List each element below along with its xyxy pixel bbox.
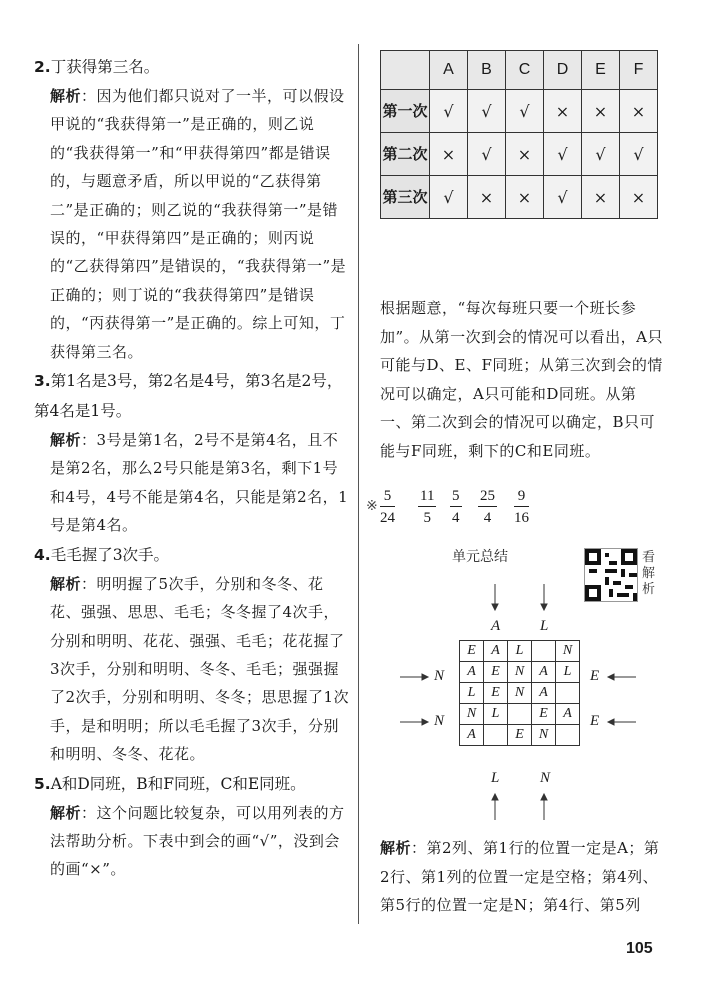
denominator: 4 [452, 510, 460, 526]
clue-left: N [434, 668, 445, 684]
q4-answer [34, 540, 352, 570]
numerator: 5 [450, 486, 462, 507]
numerator: 11 [418, 486, 436, 507]
grid-cell: A [484, 641, 508, 662]
grid-cell [556, 725, 580, 746]
grid-cell: N [508, 662, 532, 683]
fraction-answers [366, 486, 566, 532]
table-cell: √ [430, 176, 468, 219]
grid-cell: N [532, 725, 556, 746]
q2-number: 2. [34, 58, 51, 76]
arrow-head [608, 719, 614, 725]
column-divider [358, 44, 359, 924]
arrow-head [492, 604, 498, 610]
table-cell: × [582, 176, 620, 219]
arrow-head [608, 674, 614, 680]
grid-cell: A [532, 662, 556, 683]
q5-answer [34, 769, 352, 799]
star-mark: ※ [366, 498, 378, 514]
q3-number: 3. [34, 372, 51, 391]
arrow-head [422, 674, 428, 680]
grid-cell: E [532, 704, 556, 725]
grid-cell: A [460, 725, 484, 746]
grid-cell: N [508, 683, 532, 704]
grid-cell: L [484, 704, 508, 725]
unit-summary-title: 单元总结 [452, 549, 508, 565]
q3-tag: 解析 [50, 431, 82, 450]
table-cell: √ [506, 90, 544, 133]
puzzle-explanation [380, 834, 666, 920]
q4-explanation [34, 570, 352, 769]
grid-cell: E [484, 662, 508, 683]
grid-cell: A [460, 662, 484, 683]
table-cell: × [430, 133, 468, 176]
grid-row [460, 725, 580, 746]
row-label: 第三次 [381, 176, 430, 219]
clue-bottom: L [491, 770, 500, 786]
q4-number: 4. [34, 545, 51, 564]
puzzle-exp-text: ：第2列、第1行的位置一定是A；第2行、第1列的位置一定是空格；第4列、第5行的位置一定是N；第4行、第5列 [380, 839, 660, 914]
q2-explanation [34, 82, 352, 366]
q2-explanation-text: ：因为他们都只说对了一半，可以假设甲说的“我获得第一”是正确的，则乙说的“我获得第一”和“甲获得第四”都是错误的，与题意矛盾，所以甲说的“乙获得第二”是正确的；则乙说的“我获得第一”是错误的，“甲获得第四”是正确的；则丙说的“乙获得第四”是错误的，“我获得第一”是正确的；则丁说的“我获得第四”是错误的，“丙获得第一”是正确的。综上可知，丁获得第三名。 [50, 87, 347, 361]
q5-explanation [34, 799, 352, 884]
grid-cell: A [532, 683, 556, 704]
grid-cell: N [556, 641, 580, 662]
grid-cell: A [556, 704, 580, 725]
q5-tag: 解析 [50, 803, 82, 822]
q4-tag: 解析 [50, 574, 82, 593]
table-cell: √ [468, 90, 506, 133]
table-corner [381, 51, 430, 90]
grid-row [460, 704, 580, 725]
grid-cell: E [508, 725, 532, 746]
arrow-head [422, 719, 428, 725]
fraction [478, 486, 497, 529]
table-cell: √ [620, 133, 658, 176]
table-row [381, 133, 658, 176]
table-cell: × [582, 90, 620, 133]
table-row [381, 176, 658, 219]
q5-explanation-text: ：这个问题比较复杂，可以用列表的方法帮助分析。下表中到会的画“√”，没到会的画“×”。 [50, 803, 345, 879]
arrow-head [492, 794, 498, 800]
q4-explanation-text: ：明明握了5次手，分别和冬冬、花花、强强、思思、毛毛；冬冬握了4次手，分别和明明、花花、强强、毛毛；花花握了3次手，分别和明明、冬冬、毛毛；强强握了2次手，分别和明明、冬冬；思思握了1次手，是和明明；所以毛毛握了3次手，分别和明明、冬冬、花花。 [50, 574, 350, 764]
table-header: E [582, 51, 620, 90]
arrow-head [541, 794, 547, 800]
qr-label: 看解析 [642, 550, 656, 597]
grid-cell [556, 683, 580, 704]
clue-top: L [540, 618, 549, 634]
table-cell: √ [544, 133, 582, 176]
table-cell: √ [430, 90, 468, 133]
numerator: 5 [380, 486, 395, 507]
table-cell: √ [468, 133, 506, 176]
numerator: 9 [514, 486, 529, 507]
table-row [381, 90, 658, 133]
q3-explanation [34, 426, 352, 540]
table-cell: × [620, 90, 658, 133]
letter-grid [459, 640, 580, 746]
q3-answer [34, 366, 352, 426]
q2-answer [34, 52, 352, 82]
grid-cell [532, 641, 556, 662]
q5-number: 5. [34, 774, 51, 793]
page-number: 105 [626, 940, 653, 957]
table-cell: √ [544, 176, 582, 219]
grid-cell: L [508, 641, 532, 662]
table-cell: × [620, 176, 658, 219]
grid-cell: N [460, 704, 484, 725]
grid-cell: L [460, 683, 484, 704]
clue-left: N [434, 713, 445, 729]
row-label: 第一次 [381, 90, 430, 133]
grid-cell [484, 725, 508, 746]
q4-answer-text: 毛毛握了3次手。 [50, 545, 170, 564]
denominator: 4 [483, 510, 492, 526]
table-cell: × [544, 90, 582, 133]
fraction [514, 486, 529, 529]
table-header: A [430, 51, 468, 90]
denominator: 5 [423, 510, 431, 526]
clue-bottom: N [540, 770, 551, 786]
table-header-row [381, 51, 658, 90]
puzzle-exp-tag: 解析 [380, 839, 412, 857]
q3-explanation-text: ：3号是第1名，2号不是第4名，且不是第2名，那么2号只能是第3名，剩下1号和4号，4号不能是第4名，只能是第2名，1号是第4名。 [50, 431, 349, 535]
denominator: 24 [380, 510, 395, 526]
fraction [450, 486, 462, 529]
arrow-head [541, 604, 547, 610]
table-header: B [468, 51, 506, 90]
numerator: 25 [478, 486, 497, 507]
grid-row [460, 662, 580, 683]
grid-row [460, 641, 580, 662]
table-cell: × [468, 176, 506, 219]
table-header: C [506, 51, 544, 90]
table-cell: × [506, 133, 544, 176]
q2-answer-text: 丁获得第三名。 [50, 58, 160, 76]
table-header: F [620, 51, 658, 90]
clue-right: E [590, 668, 600, 684]
letter-grid-puzzle [366, 580, 666, 830]
table-header: D [544, 51, 582, 90]
grid-row [460, 683, 580, 704]
q3-answer-text: 第1名是3号，第2名是4号，第3名是2号，第4名是1号。 [34, 372, 343, 421]
attendance-table [380, 50, 658, 219]
table-cell: × [506, 176, 544, 219]
table-cell: √ [582, 133, 620, 176]
grid-cell [508, 704, 532, 725]
grid-cell: E [460, 641, 484, 662]
q2-tag: 解析 [50, 87, 82, 105]
class-analysis-text: 根据题意，“每次每班只要一个班长参加”。从第一次到会的情况可以看出，A只可能与D、E、F同班；从第三次到会的情况可以确定，A只可能和D同班。从第一、第二次到会的情况可以确定，B只可能与F同班，剩下的C和E同班。 [380, 299, 664, 460]
left-column [34, 52, 352, 884]
fraction [380, 486, 395, 529]
grid-cell: L [556, 662, 580, 683]
clue-top: A [491, 618, 501, 634]
denominator: 16 [514, 510, 529, 526]
clue-right: E [590, 713, 600, 729]
q5-answer-text: A和D同班，B和F同班，C和E同班。 [50, 774, 306, 793]
grid-cell: E [484, 683, 508, 704]
fraction [418, 486, 436, 529]
row-label: 第二次 [381, 133, 430, 176]
